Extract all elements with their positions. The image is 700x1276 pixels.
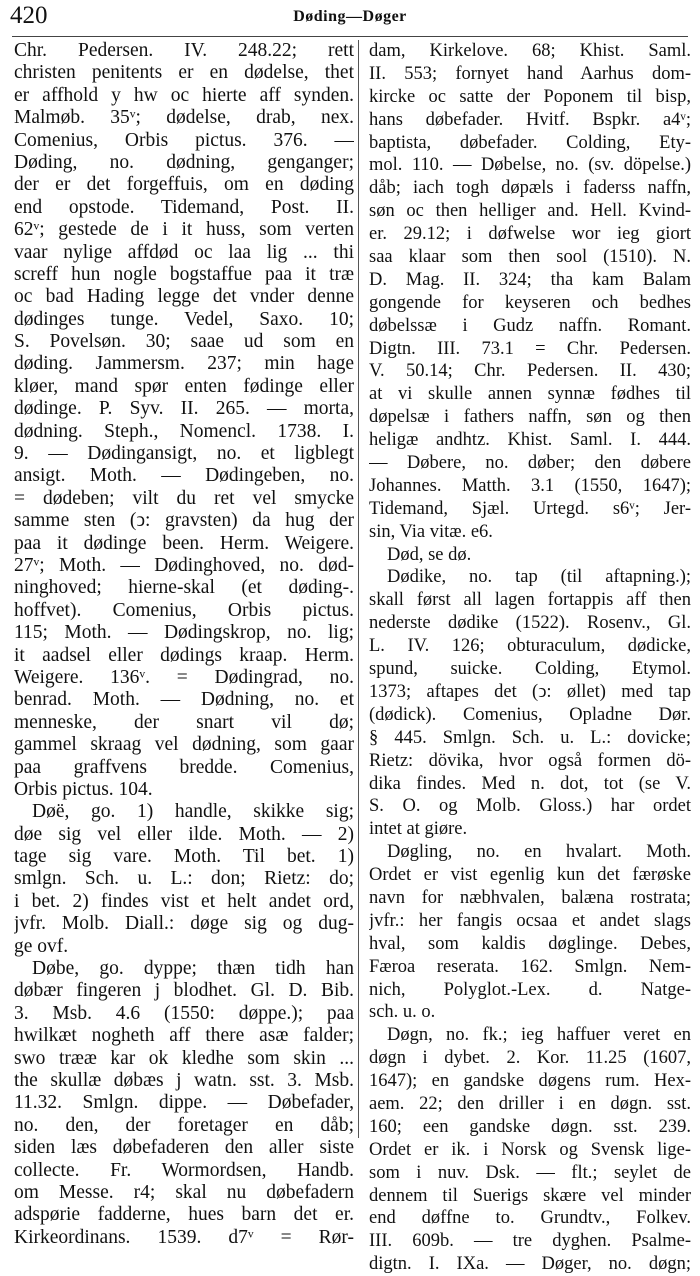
text-line: dika findes. Med n. dot, tot (se V. (369, 773, 691, 794)
text-line: Digtn. III. 73.1 = Chr. Pedersen. (369, 338, 691, 359)
text-line: sin, Via vitæ. e6. (369, 521, 493, 542)
text-line: screff hun nogle bogstaffue paa it træ (14, 263, 354, 285)
text-line: (dødick). Comenius, Opladne Dør. (369, 704, 691, 725)
text-line: aem. 22; den driller i en døgn. sst. (369, 1093, 691, 1114)
text-line: end opstode. Tidemand, Post. II. (14, 196, 354, 218)
text-line: adspørie fadderne, hues barn det er. (14, 1204, 354, 1226)
text-line: § 445. Smlgn. Sch. u. L.: dovicke; (369, 727, 691, 748)
text-line: — Døbere, no. døber; den døbere (369, 453, 691, 474)
text-line: mol. 110. — Døbelse, no. (sv. döpelse.) (369, 155, 691, 176)
text-line: hoffvet). Comenius, Orbis pictus. (14, 599, 354, 621)
text-line: II. 553; fornyet hand Aarhus dom- (369, 63, 691, 84)
text-line: døding. Jammersm. 237; min hage (14, 353, 354, 375)
text-line: er affhold y hw oc hierte aff synden. (14, 84, 354, 106)
left-column (14, 40, 354, 1249)
text-line: V. 50.14; Chr. Pedersen. II. 430; (369, 361, 691, 382)
text-line: som i nuv. Dsk. — flt.; seylet de (369, 1162, 691, 1183)
text-line: Ordet er vist egenlig kun det færøske (369, 865, 691, 886)
text-line: oc bad Hading legge det vnder denne (14, 286, 354, 308)
text-line: end døffne to. Grundtv., Folkev. (369, 1208, 691, 1229)
text-line: smlgn. Sch. u. L.: don; Rietz: do; (14, 868, 354, 890)
text-line: 1373; aftapes det (ↄ: øllet) med tap (369, 681, 691, 702)
text-line: gammel skraag vel dødning, som gaar (14, 734, 354, 756)
text-line: Tidemand, Sjæl. Urtegd. s6ᵛ; Jer- (369, 498, 691, 519)
text-line: ninghoved; hierne-skal (et døding-. (14, 577, 354, 599)
text-line: Dødike, no. tap (til aftapning.); (387, 567, 691, 588)
text-line: the skullæ døbæs j watn. sst. 3. Msb. (14, 1069, 354, 1091)
text-line: Døgn, no. fk.; ieg haffuer veret en (387, 1025, 691, 1046)
text-line: 1647); en gandske døgens rum. Hex- (369, 1071, 691, 1092)
text-line: døbær fingeren j blodhet. Gl. D. Bib. (14, 980, 354, 1002)
text-line: Rietz: dövika, hvor også formen dö- (369, 750, 691, 771)
text-line: Kirkeordinans. 1539. d7ᵛ = Rør- (14, 1226, 354, 1248)
page-number: 420 (10, 2, 48, 29)
text-line: hans døbefader. Hvitf. Bspkr. a4ᵛ; (369, 109, 691, 130)
text-line: ansigt. Moth. — Dødingeben, no. (14, 465, 354, 487)
text-line: dødinge. P. Syv. II. 265. — morta, (14, 398, 354, 420)
text-line: dødinges tunge. Vedel, Saxo. 10; (14, 308, 354, 330)
text-line: spund, suicke. Colding, Etymol. (369, 659, 691, 680)
text-line: dennem til Suerigs skære vel minder (369, 1185, 691, 1206)
text-line: i bet. 2) findes vist et helt andet ord, (14, 890, 354, 912)
text-line: sch. u. o. (369, 1002, 436, 1023)
text-line: paa graffvens bredde. Comenius, (14, 756, 354, 778)
text-line: S. Povelsøn. 30; saae ud som en (14, 331, 354, 353)
text-line: 11.32. Smlgn. dippe. — Døbefader, (14, 1092, 354, 1114)
text-line: jvfr.: her fangis ocsaa et andet slags (369, 910, 691, 931)
text-line: skall først all lagen fortappis aff then (369, 590, 691, 611)
text-line: Weigere. 136ᵛ. = Dødingrad, no. (14, 666, 354, 688)
text-line: Johannes. Matth. 3.1 (1550, 1647); (369, 475, 691, 496)
text-line: tage sig vare. Moth. Til bet. 1) (14, 846, 354, 868)
text-line: 115; Moth. — Dødingskrop, no. lig; (14, 622, 354, 644)
text-line: collecte. Fr. Wormordsen, Handb. (14, 1159, 354, 1181)
text-line: nich, Polyglot.-Lex. d. Natge- (369, 979, 691, 1000)
text-line: samme sten (ↄ: gravsten) da hug der (14, 510, 354, 532)
text-line: dåb; iach togh døpæls i faderss naffn, (369, 178, 691, 199)
text-line: menneske, der snart vil dø; (14, 711, 354, 733)
page-header (0, 0, 700, 40)
text-line: intet at giøre. (369, 819, 468, 840)
running-title: Døding—Døger (293, 8, 407, 25)
text-line: it aadsel eller dødings kraap. Herm. (14, 644, 354, 666)
column-divider (358, 40, 359, 1138)
text-line: ge ovf. (14, 935, 69, 957)
text-line: kløer, mand spør enten fødinge eller (14, 375, 354, 397)
text-line: vaar nylige affdød oc laa lig ... thi (14, 241, 354, 263)
text-line: dam, Kirkelove. 68; Khist. Saml. (369, 41, 691, 61)
text-line: Færoa reserata. 162. Smlgn. Nem- (369, 956, 691, 977)
text-line: Døgling, no. en hvalart. Moth. (387, 842, 691, 863)
text-line: 3. Msb. 4.6 (1550: døppe.); paa (14, 1002, 354, 1024)
text-line: Chr. Pedersen. IV. 248.22; rett (14, 40, 354, 61)
text-line: Comenius, Orbis pictus. 376. — (14, 129, 354, 151)
text-line: digtn. I. IXa. — Døger, no. døgn; (369, 1254, 691, 1275)
text-line: døgn i dybet. 2. Kor. 11.25 (1607, (369, 1048, 691, 1069)
text-line: no. den, der foretager en dåb; (14, 1114, 354, 1136)
text-line: Orbis pictus. 104. (14, 778, 153, 800)
text-line: hwilkæt nogheth aff there asæ falder; (14, 1025, 354, 1047)
text-line: døe sig vel eller ilde. Moth. — 2) (14, 823, 354, 845)
text-line: swo trææ kar ok kledhe som skin ... (14, 1047, 354, 1069)
text-line: gongende for keyseren och bedhes (369, 292, 691, 313)
text-line: siden læs døbefaderen den aller siste (14, 1137, 354, 1159)
text-line: 9. — Dødingansigt, no. et ligblegt (14, 443, 354, 465)
text-line: heligæ andhtz. Khist. Saml. I. 444. (369, 430, 691, 451)
text-line: S. O. og Molb. Gloss.) har ordet (369, 796, 691, 817)
right-column (369, 40, 691, 1276)
text-line: er. 29.12; i døfwelse wor ieg giort (369, 224, 691, 245)
text-line: kircke oc satte der Poponem til bisp, (369, 86, 691, 107)
text-line: dødning. Steph., Nomencl. 1738. I. (14, 420, 354, 442)
text-line: paa it dødinge been. Herm. Weigere. (14, 532, 354, 554)
text-line: baptista, døbefader. Colding, Ety- (369, 132, 691, 153)
text-line: hval, som kaldis døglinge. Debes, (369, 933, 691, 954)
text-line: 27ᵛ; Moth. — Dødinghoved, no. død- (14, 554, 354, 576)
text-line: at vi skulle annen synnæ fødhes til (369, 384, 691, 405)
text-line: 160; een gandske døgn. sst. 239. (369, 1116, 691, 1137)
text-line: døpelsæ i fathers naffn, søn og then (369, 407, 691, 428)
text-line: saa klaar som then sool (1510). N. (369, 247, 691, 268)
text-line: Død, se dø. (387, 544, 472, 565)
text-line: III. 609b. — tre dyghen. Psalme- (369, 1231, 691, 1252)
text-line: Døbe, go. dyppe; thæn tidh han (32, 958, 354, 980)
header-rule (12, 36, 688, 37)
text-line: om Messe. r4; skal nu døbefadern (14, 1181, 354, 1203)
text-line: D. Mag. II. 324; tha kam Balam (369, 269, 691, 290)
text-line: Ordet er ik. i Norsk og Svensk lige- (369, 1139, 691, 1160)
text-line: der er det forgeffuis, om en døding (14, 174, 354, 196)
text-line: Døding, no. dødning, genganger; (14, 151, 354, 173)
text-line: 62ᵛ; gestede de i it huss, som verten (14, 219, 354, 241)
text-line: = dødeben; vilt du ret vel smycke (14, 487, 354, 509)
text-line: navn for næbhvalen, balæna rostrata; (369, 887, 691, 908)
text-line: søn oc then helliger and. Hell. Kvind- (369, 201, 691, 222)
text-line: Døë, go. 1) handle, skikke sig; (32, 801, 354, 823)
text-line: nederste dødike (1522). Rosenv., Gl. (369, 613, 691, 634)
text-line: jvfr. Molb. Diall.: døge sig og dug- (14, 913, 354, 935)
text-line: christen penitents er en dødelse, thet (14, 62, 354, 84)
text-line: Malmøb. 35ᵛ; dødelse, drab, nex. (14, 107, 354, 129)
text-line: L. IV. 126; obturaculum, dødicke, (369, 636, 691, 657)
text-line: benrad. Moth. — Dødning, no. et (14, 689, 354, 711)
text-line: døbelssæ i Gudz naffn. Romant. (369, 315, 691, 336)
